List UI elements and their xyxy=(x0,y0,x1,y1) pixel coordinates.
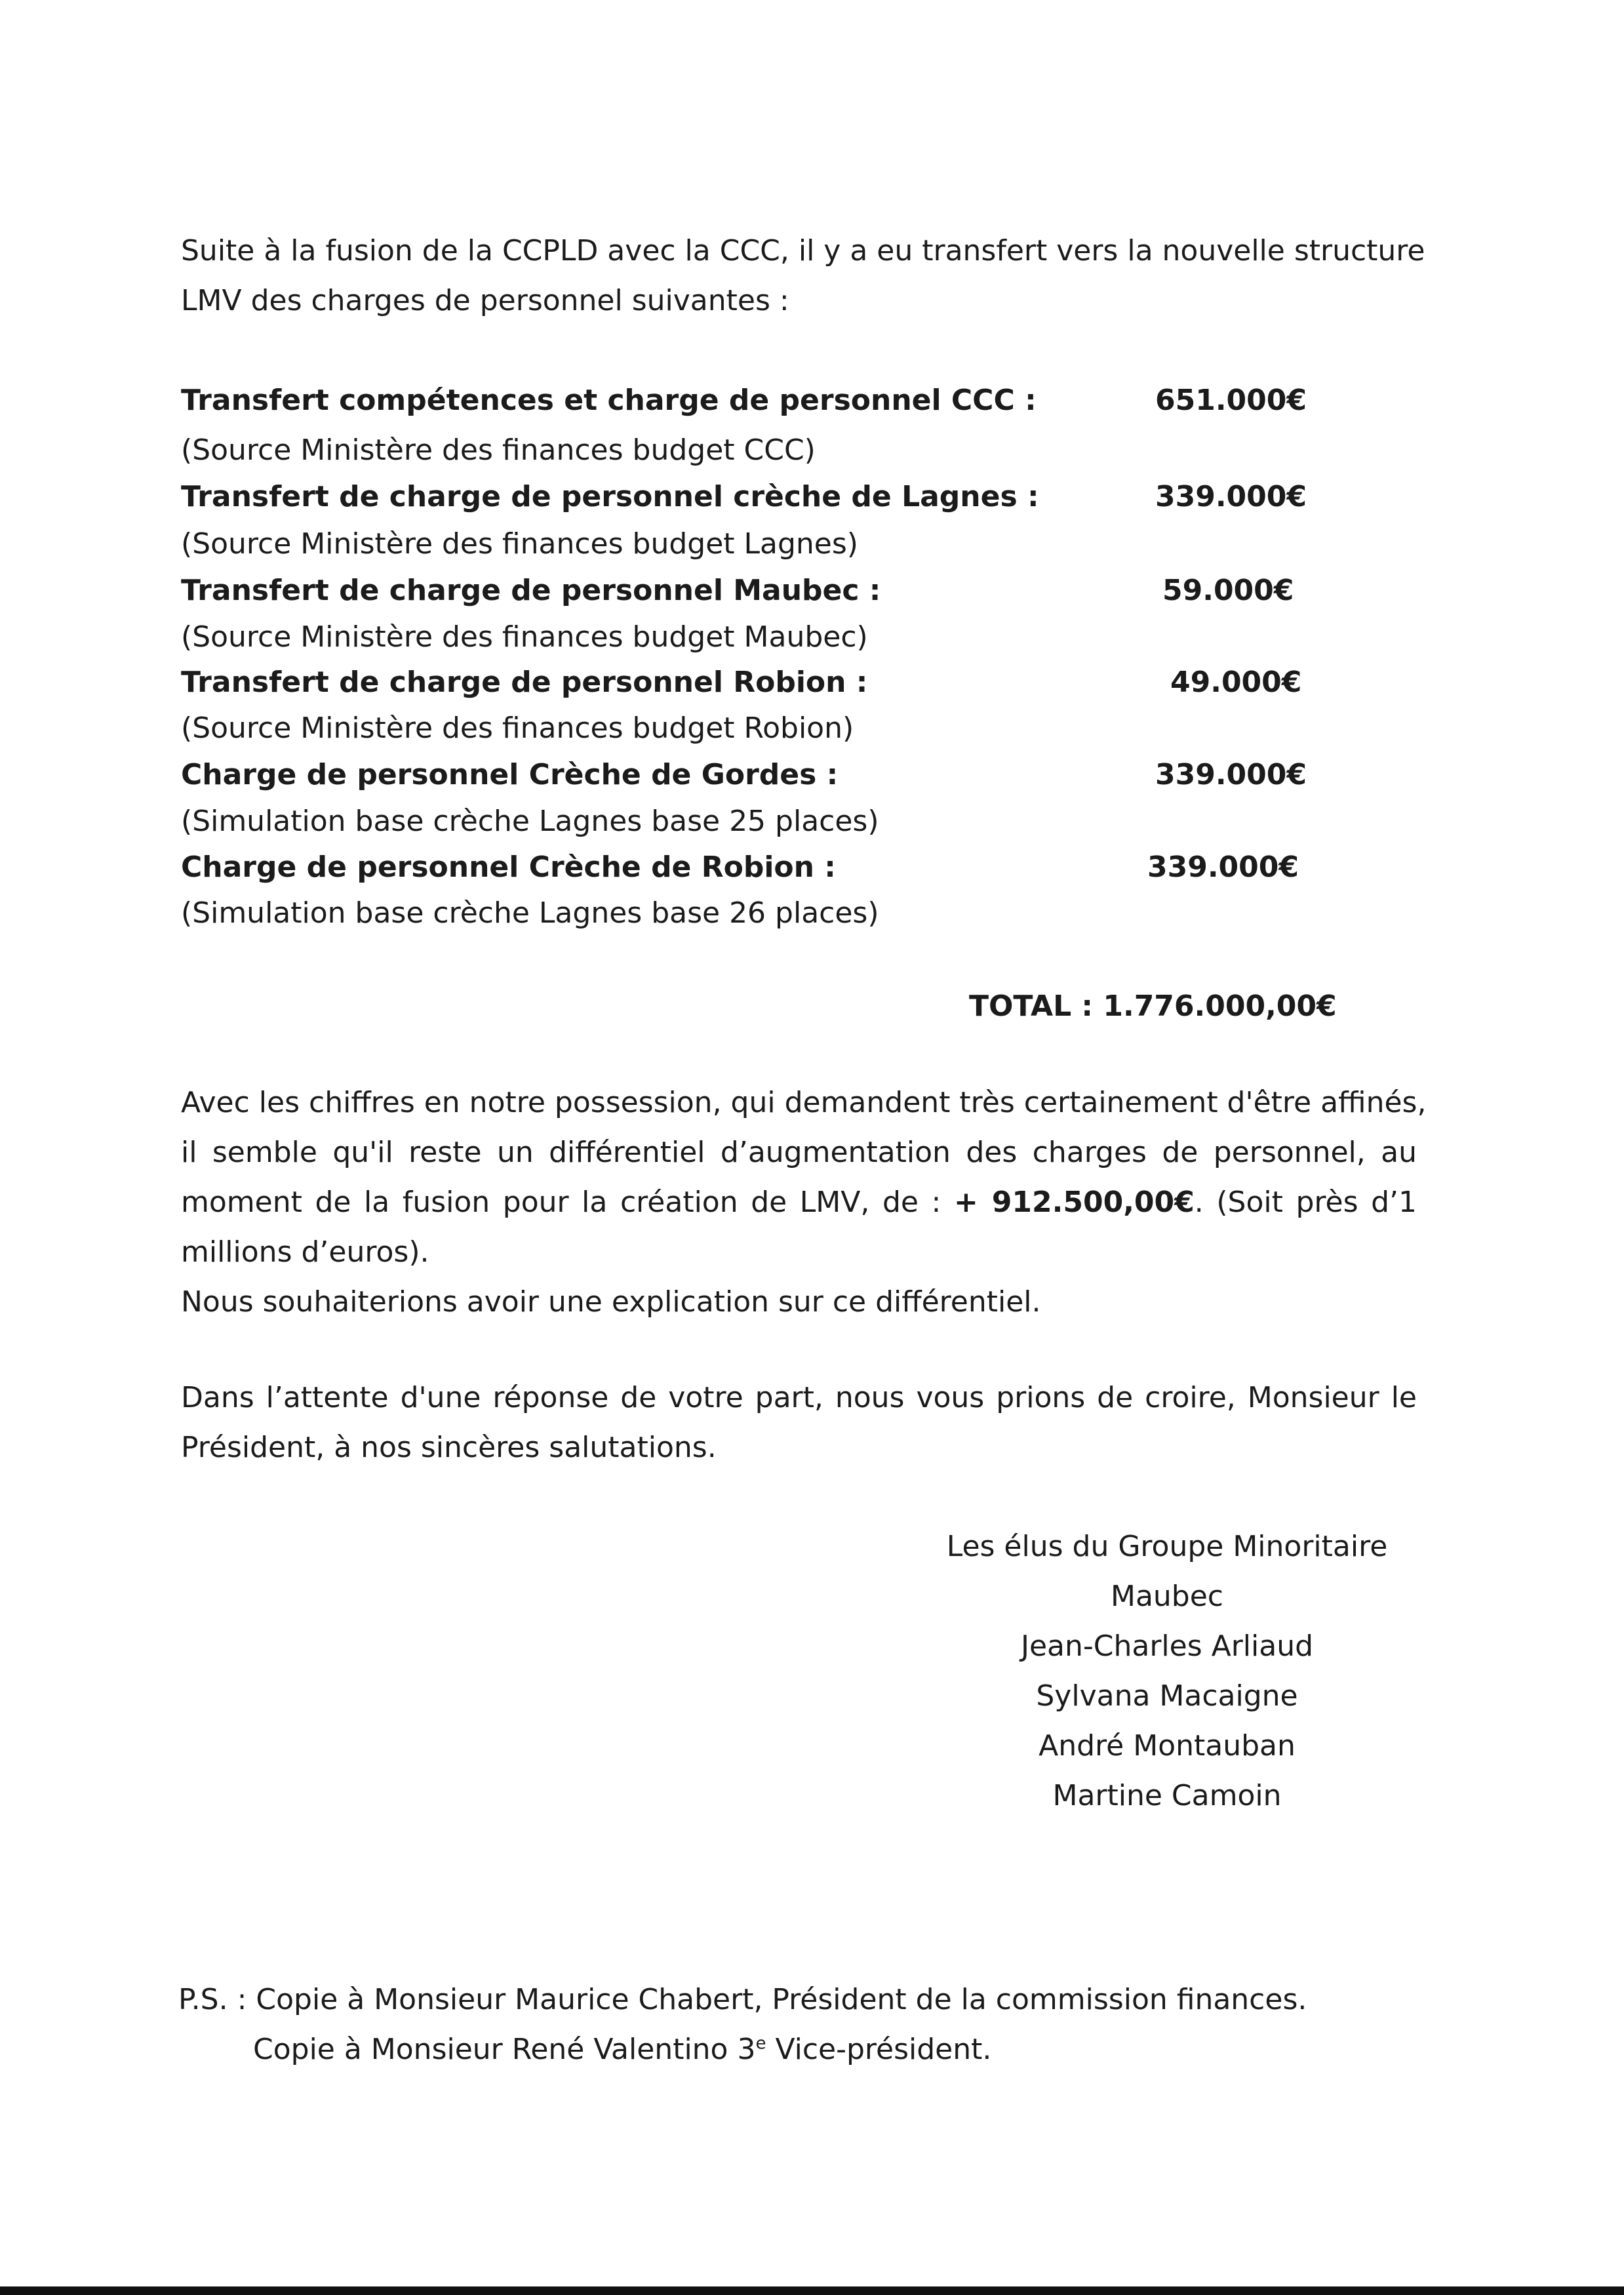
intro-line-1: Suite à la fusion de la CCPLD avec la CCC, il y a eu transfert vers la nouvelle structure xyxy=(181,234,1425,268)
body-text: . (Soit près d’1 xyxy=(1194,1186,1417,1219)
transfer-source: (Source Ministère des finances budget Lagnes) xyxy=(181,527,858,561)
transfer-source: (Source Ministère des finances budget Robion) xyxy=(181,711,854,745)
postscript-text: Copie à Monsieur René Valentino 3 xyxy=(253,2033,756,2066)
ordinal-suffix: e xyxy=(755,2033,766,2054)
postscript-label: P.S. : xyxy=(178,1983,247,2016)
transfer-title: Transfert de charge de personnel Maubec : xyxy=(181,574,881,607)
signature-line: André Montauban xyxy=(1039,1729,1296,1763)
signature-line: Jean-Charles Arliaud xyxy=(1020,1629,1314,1663)
transfer-amount: 339.000€ xyxy=(1147,850,1299,884)
total-row xyxy=(969,982,1337,1031)
body-line: il semble qu'il reste un différentiel d’augmentation des charges de personnel, au xyxy=(181,1136,1417,1169)
transfer-amount: 651.000€ xyxy=(1155,384,1307,417)
total-label: TOTAL : xyxy=(969,989,1094,1023)
body-line: Nous souhaiterions avoir une explication sur ce différentiel. xyxy=(181,1285,1041,1319)
postscript-text: Copie à Monsieur Maurice Chabert, Président de la commission finances. xyxy=(256,1983,1307,2016)
transfer-amount: 339.000€ xyxy=(1155,480,1307,513)
transfer-amount: 339.000€ xyxy=(1155,758,1307,791)
closing-line: Président, à nos sincères salutations. xyxy=(181,1431,717,1464)
postscript-text: Vice-président. xyxy=(766,2033,992,2066)
signature-line: Martine Camoin xyxy=(1052,1779,1282,1812)
transfer-title: Charge de personnel Crèche de Robion : xyxy=(181,850,836,884)
transfer-title: Charge de personnel Crèche de Gordes : xyxy=(181,758,839,791)
postscript-line-2 xyxy=(253,2025,991,2075)
signature-line: Sylvana Macaigne xyxy=(1036,1679,1298,1713)
transfer-title: Transfert de charge de personnel crèche de Lagnes : xyxy=(181,480,1039,513)
transfer-source: (Source Ministère des finances budget CCC) xyxy=(181,433,816,467)
differential-amount: + 912.500,00€ xyxy=(954,1186,1195,1219)
body-line: millions d’euros). xyxy=(181,1235,429,1269)
transfer-amount: 49.000€ xyxy=(1170,666,1302,699)
signature-line: Les élus du Groupe Minoritaire xyxy=(946,1530,1388,1563)
transfer-source: (Simulation base crèche Lagnes base 25 places) xyxy=(181,805,879,838)
transfer-source: (Simulation base crèche Lagnes base 26 places) xyxy=(181,896,879,930)
transfer-title: Transfert compétences et charge de personnel CCC : xyxy=(181,384,1037,417)
body-line: Avec les chiffres en notre possession, qui demandent très certainement d'être affinés, xyxy=(181,1086,1427,1119)
body-line-amount xyxy=(181,1178,1417,1227)
transfer-source: (Source Ministère des finances budget Maubec) xyxy=(181,620,868,654)
closing-line: Dans l’attente d'une réponse de votre part, nous vous prions de croire, Monsieur le xyxy=(181,1381,1417,1414)
intro-line-2: LMV des charges de personnel suivantes : xyxy=(181,284,789,317)
transfer-title: Transfert de charge de personnel Robion : xyxy=(181,666,868,699)
body-text: moment de la fusion pour la création de LMV, de : xyxy=(181,1186,941,1219)
scan-bottom-edge xyxy=(0,2286,1624,2295)
total-value: 1.776.000,00€ xyxy=(1103,989,1337,1023)
transfer-amount: 59.000€ xyxy=(1162,574,1294,607)
signature-line: Maubec xyxy=(1110,1580,1223,1613)
postscript-line-1 xyxy=(178,1975,1307,2025)
